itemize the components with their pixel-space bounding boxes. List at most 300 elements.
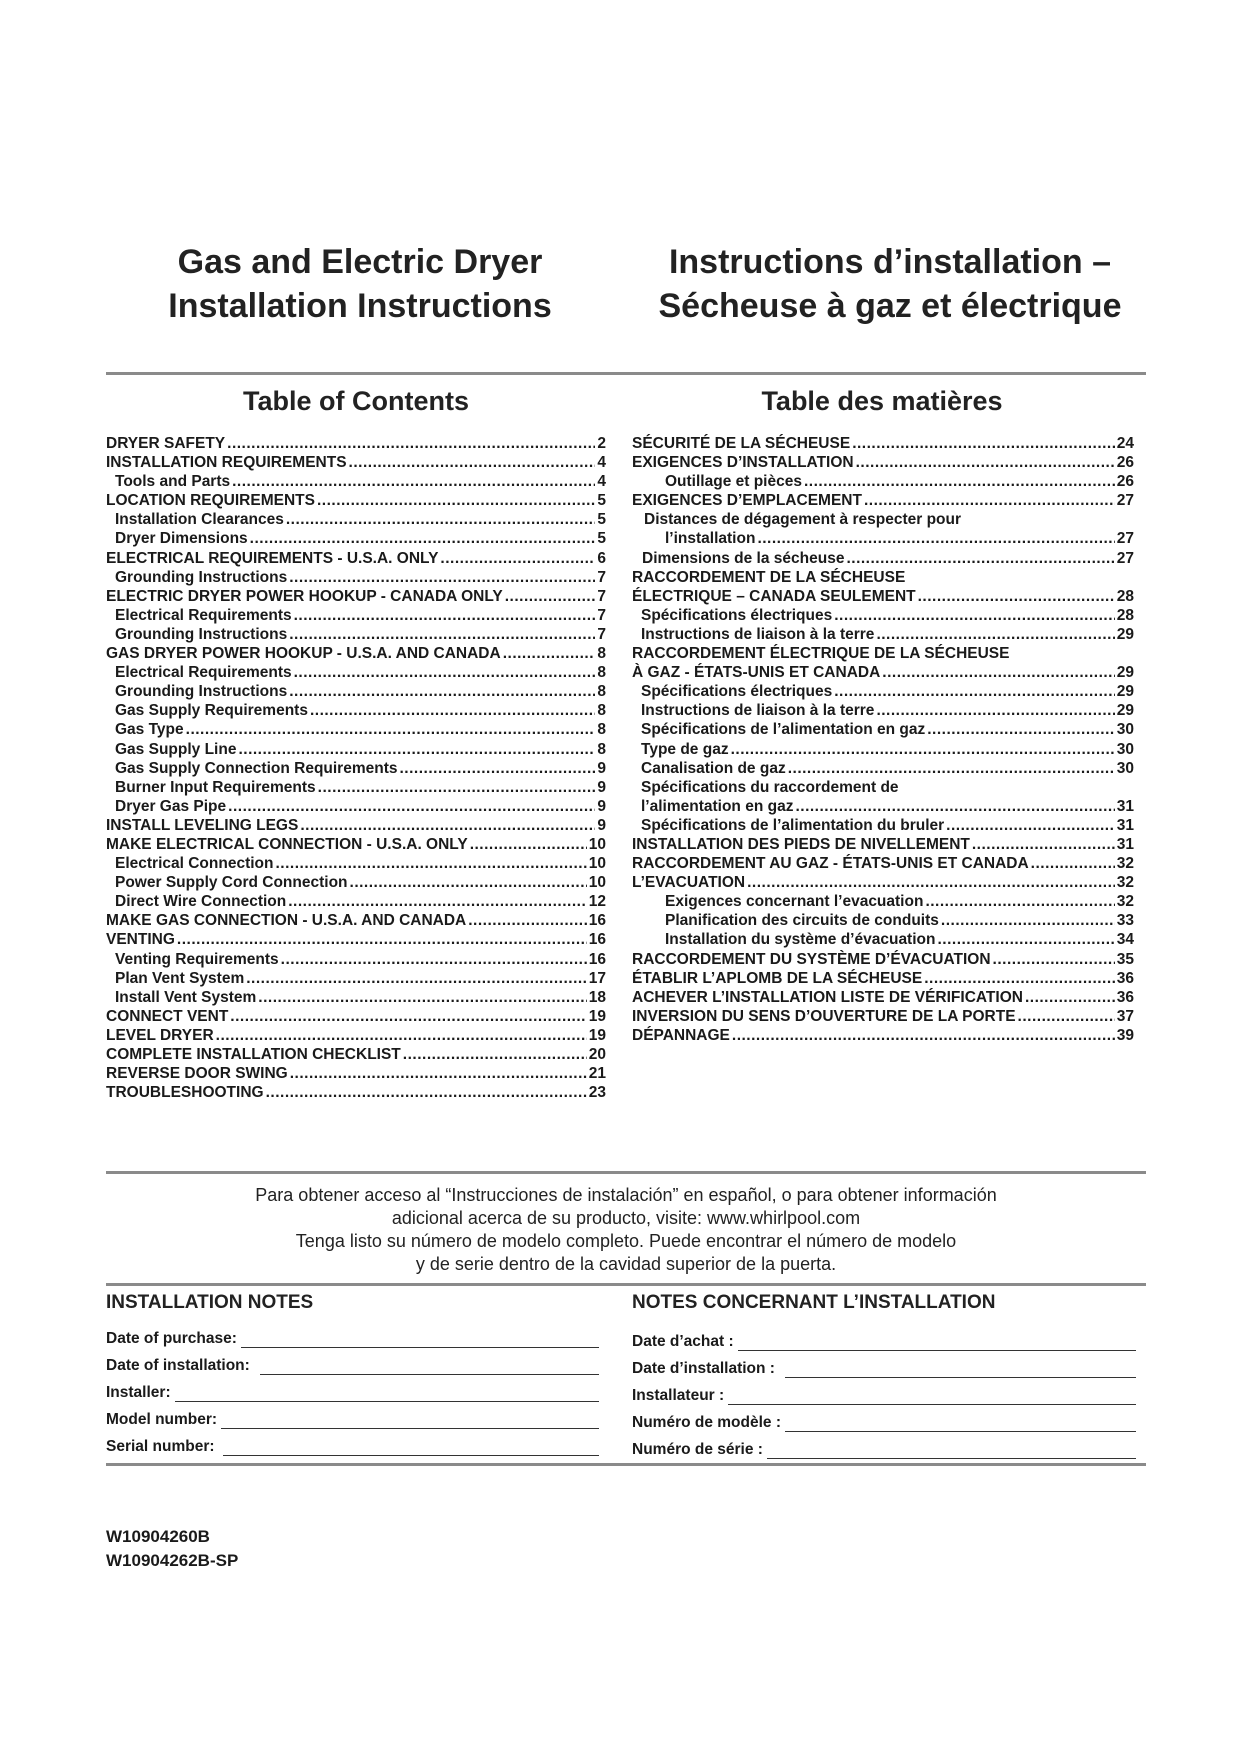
toc-entry[interactable] [632, 950, 1134, 969]
notes-heading-fr: NOTES CONCERNANT L’INSTALLATION [632, 1292, 996, 1313]
dot-leader [317, 491, 595, 510]
dot-leader [349, 453, 596, 472]
toc-entry-title: Gas Supply Line [115, 740, 237, 758]
toc-entry-title: MAKE ELECTRICAL CONNECTION - U.S.A. ONLY [106, 835, 468, 853]
toc-list-fr [632, 434, 1134, 1045]
toc-entry-title: ACHEVER L’INSTALLATION LISTE DE VÉRIFICATION [632, 988, 1023, 1006]
toc-entry-title: Installation du système d’évacuation [665, 931, 936, 949]
toc-entry[interactable] [632, 778, 1134, 797]
spanish-note-line: Para obtener acceso al “Instrucciones de instalación” en español, o para obtener información [255, 1185, 997, 1205]
field-label: Model number: [106, 1411, 218, 1428]
dot-leader [227, 434, 595, 453]
toc-entry-title: Venting Requirements [115, 950, 279, 968]
fill-line[interactable] [738, 1334, 1136, 1351]
toc-entry-page: 29 [1116, 702, 1134, 720]
toc-entry-title: Spécifications électriques [641, 683, 833, 701]
toc-entry-page: 9 [597, 797, 606, 815]
toc-entry-page: 30 [1116, 740, 1134, 758]
toc-entry[interactable] [106, 587, 606, 606]
toc-entry-title: Grounding Instructions [115, 683, 288, 701]
spanish-note-line: adicional acerca de su producto, visite: www.whirlpool.com [391, 1208, 861, 1228]
toc-entry-title: l’alimentation en gaz [641, 797, 794, 815]
toc-entry[interactable] [106, 835, 606, 854]
toc-entry-title: À GAZ - ÉTATS-UNIS ET CANADA [632, 664, 881, 682]
dot-leader [230, 1007, 586, 1026]
toc-entry-title: ELECTRIC DRYER POWER HOOKUP - CANADA ONLY [106, 587, 503, 605]
toc-entry-title: INSTALLATION REQUIREMENTS [106, 454, 347, 472]
toc-entry-page: 27 [1116, 549, 1134, 567]
toc-heading-en: Table of Contents [243, 386, 469, 416]
toc-entry-page: 5 [597, 511, 606, 529]
toc-entry-page: 20 [588, 1046, 606, 1063]
dot-leader [468, 911, 587, 930]
date-of-purchase-field[interactable] [106, 1326, 599, 1348]
dot-leader [941, 911, 1115, 930]
field-label: Numéro de série : [632, 1441, 763, 1458]
toc-entry-title: ÉLECTRIQUE – CANADA SEULEMENT [632, 587, 916, 605]
dot-leader [937, 930, 1114, 949]
toc-entry-page: 8 [597, 683, 606, 701]
divider [106, 1463, 1146, 1466]
toc-entry[interactable] [106, 1064, 606, 1083]
toc-entry-title: INSTALLATION DES PIEDS DE NIVELLEMENT [632, 835, 970, 853]
dot-leader [281, 950, 587, 969]
fill-line[interactable] [241, 1331, 599, 1348]
toc-entry-page: 32 [1116, 855, 1134, 873]
toc-entry[interactable] [106, 606, 606, 625]
toc-entry[interactable] [632, 682, 1134, 701]
field-label: Date d’achat : [632, 1333, 734, 1350]
toc-entry-page: 8 [597, 721, 606, 739]
dot-leader [925, 892, 1114, 911]
field-label: Serial number: [106, 1438, 215, 1455]
toc-entry[interactable] [106, 759, 606, 778]
dot-leader [876, 701, 1114, 720]
toc-entry-title: Gas Type [115, 721, 184, 739]
divider [106, 1283, 1146, 1286]
fill-line[interactable] [785, 1415, 1136, 1432]
dot-leader [1025, 988, 1115, 1007]
toc-entry[interactable] [106, 472, 606, 491]
toc-entry[interactable] [106, 453, 606, 472]
toc-entry[interactable] [106, 740, 606, 759]
toc-entry[interactable] [632, 472, 1134, 491]
field-label: Date of purchase: [106, 1330, 237, 1347]
toc-entry-page: 16 [588, 931, 606, 949]
toc-entry-title: Electrical Requirements [115, 606, 292, 624]
field-label: Date d’installation : [632, 1360, 775, 1377]
toc-entry-title: Grounding Instructions [115, 568, 288, 586]
toc-entry-title: Spécifications de l’alimentation en gaz [641, 721, 926, 739]
toc-entry[interactable] [632, 969, 1134, 988]
part-number: W10904260B [106, 1527, 210, 1546]
dot-leader [238, 740, 595, 759]
toc-entry-page: 26 [1116, 473, 1134, 491]
fill-line[interactable] [767, 1442, 1136, 1459]
dot-leader [876, 625, 1114, 644]
toc-entry-title: Grounding Instructions [115, 625, 288, 643]
toc-entry-title: RACCORDEMENT DE LA SÉCHEUSE [632, 568, 906, 586]
toc-entry-title: Outillage et pièces [665, 473, 802, 491]
toc-entry[interactable] [106, 1026, 606, 1045]
toc-entry[interactable] [632, 892, 1134, 911]
dot-leader [834, 682, 1115, 701]
toc-entry[interactable] [632, 663, 1134, 682]
toc-entry[interactable] [106, 510, 606, 529]
toc-entry[interactable] [106, 950, 606, 969]
divider [106, 372, 1146, 375]
dot-leader [266, 1083, 587, 1102]
toc-entry-page: 7 [597, 568, 606, 586]
toc-entry[interactable] [632, 549, 1134, 568]
dot-leader [852, 434, 1115, 453]
toc-entry-page: 7 [597, 625, 606, 643]
toc-entry-page: 8 [597, 645, 606, 663]
toc-entry[interactable] [106, 701, 606, 720]
date-of-installation-field[interactable] [106, 1353, 599, 1375]
toc-entry-page: 39 [1116, 1026, 1134, 1044]
dot-leader [294, 606, 596, 625]
toc-entry[interactable] [106, 682, 606, 701]
toc-entry[interactable] [106, 892, 606, 911]
toc-entry[interactable] [632, 816, 1134, 835]
toc-entry-page: 9 [597, 778, 606, 796]
toc-entry[interactable] [106, 988, 606, 1007]
dot-leader [250, 529, 596, 548]
toc-entry-title: Spécifications du raccordement de [641, 778, 899, 796]
spanish-note-line: Tenga listo su número de modelo completo. Puede encontrar el número de modelo [295, 1231, 957, 1251]
title-en-line-1: Gas and Electric Dryer [177, 243, 543, 281]
divider [106, 1171, 1146, 1174]
toc-entry-title: RACCORDEMENT DU SYSTÈME D’ÉVACUATION [632, 950, 991, 968]
dot-leader [177, 930, 587, 949]
toc-entry-page: 4 [597, 454, 606, 472]
toc-entry-page: 32 [1116, 874, 1134, 892]
toc-entry-page: 5 [597, 530, 606, 548]
toc-entry-title: Gas Supply Connection Requirements [115, 759, 398, 777]
numero-serie-field[interactable] [632, 1437, 1136, 1459]
toc-entry[interactable] [632, 510, 1134, 529]
dot-leader [288, 892, 587, 911]
toc-entry[interactable] [106, 720, 606, 739]
field-label: Numéro de modèle : [632, 1414, 781, 1431]
toc-entry-title: Installation Clearances [115, 511, 284, 529]
toc-entry[interactable] [106, 1007, 606, 1026]
toc-entry-page: 18 [588, 988, 606, 1006]
toc-entry[interactable] [632, 434, 1134, 453]
toc-entry-title: INSTALL LEVELING LEGS [106, 816, 299, 834]
dot-leader [856, 453, 1115, 472]
toc-entry-page: 37 [1116, 1007, 1134, 1025]
dot-leader [290, 1064, 587, 1083]
toc-entry-title: Distances de dégagement à respecter pour [644, 511, 962, 529]
fill-line[interactable] [728, 1388, 1136, 1405]
toc-entry[interactable] [106, 1045, 606, 1064]
toc-entry-title: Gas Supply Requirements [115, 702, 308, 720]
toc-entry-title: Instructions de liaison à la terre [641, 625, 875, 643]
dot-leader [927, 720, 1115, 739]
toc-entry-page: 29 [1116, 625, 1134, 643]
toc-entry-title: l’installation [665, 530, 756, 548]
toc-entry-page: 2 [597, 435, 606, 452]
toc-entry-title: EXIGENCES D’EMPLACEMENT [632, 492, 862, 510]
toc-entry-title: MAKE GAS CONNECTION - U.S.A. AND CANADA [106, 912, 467, 930]
toc-entry-title: DÉPANNAGE [632, 1026, 730, 1044]
toc-entry-page: 8 [597, 664, 606, 682]
field-label: Installer: [106, 1384, 171, 1401]
toc-entry[interactable] [106, 549, 606, 568]
toc-entry-title: Power Supply Cord Connection [115, 874, 348, 892]
toc-heading-fr: Table des matières [761, 386, 1003, 416]
toc-entry-title: Type de gaz [641, 740, 729, 758]
toc-entry-page: 27 [1116, 492, 1134, 510]
toc-entry[interactable] [106, 1083, 606, 1102]
toc-entry-page: 10 [588, 874, 606, 892]
toc-entry-title: CONNECT VENT [106, 1007, 229, 1025]
toc-entry-page: 19 [588, 1007, 606, 1025]
dot-leader [289, 568, 595, 587]
toc-entry[interactable] [632, 930, 1134, 949]
dot-leader [924, 969, 1115, 988]
toc-entry[interactable] [632, 835, 1134, 854]
toc-entry-title: RACCORDEMENT AU GAZ - ÉTATS-UNIS ET CANADA [632, 855, 1029, 873]
dot-leader [834, 606, 1115, 625]
toc-entry-page: 12 [588, 893, 606, 911]
toc-entry-page: 29 [1116, 664, 1134, 682]
toc-entry-title: REVERSE DOOR SWING [106, 1065, 288, 1083]
toc-entry-title: Electrical Requirements [115, 664, 292, 682]
toc-entry[interactable] [106, 930, 606, 949]
toc-entry-page: 10 [588, 835, 606, 853]
toc-entry[interactable] [632, 740, 1134, 759]
toc-entry-page: 31 [1116, 835, 1134, 853]
dot-leader [258, 988, 586, 1007]
installateur-field[interactable] [632, 1383, 1136, 1405]
toc-entry[interactable] [106, 568, 606, 587]
field-label: Date of installation: [106, 1357, 250, 1374]
toc-entry-page: 7 [597, 606, 606, 624]
title-fr [610, 240, 1170, 328]
dot-leader [470, 835, 587, 854]
dot-leader [1018, 1007, 1115, 1026]
dot-leader [757, 529, 1114, 548]
toc-entry-title: Spécifications électriques [641, 606, 833, 624]
dot-leader [228, 797, 595, 816]
dot-leader [289, 625, 595, 644]
dot-leader [310, 701, 595, 720]
title-en [80, 240, 640, 328]
fill-line[interactable] [260, 1358, 599, 1375]
dot-leader [294, 663, 596, 682]
toc-entry-page: 6 [597, 549, 606, 567]
toc-entry[interactable] [632, 1007, 1134, 1026]
dot-leader [318, 778, 596, 797]
toc-entry-page: 9 [597, 816, 606, 834]
dot-leader [286, 510, 596, 529]
dot-leader [403, 1045, 587, 1064]
toc-entry-page: 36 [1116, 988, 1134, 1006]
toc-entry[interactable] [106, 911, 606, 930]
title-en-line-2: Installation Instructions [168, 287, 552, 325]
toc-entry-page: 26 [1116, 454, 1134, 472]
toc-entry-page: 36 [1116, 969, 1134, 987]
dot-leader [747, 873, 1115, 892]
toc-entry-page: 24 [1116, 435, 1134, 452]
installer-field[interactable] [106, 1380, 599, 1402]
toc-entry-title: Exigences concernant l’evacuation [665, 893, 924, 911]
toc-entry-page: 31 [1116, 797, 1134, 815]
dot-leader [246, 969, 587, 988]
numero-modele-field[interactable] [632, 1410, 1136, 1432]
dot-leader [300, 816, 595, 835]
toc-entry[interactable] [106, 491, 606, 510]
dot-leader [216, 1026, 587, 1045]
toc-entry-title: Dryer Dimensions [115, 530, 248, 548]
toc-entry-title: Planification des circuits de conduits [665, 912, 939, 930]
toc-entry-title: Direct Wire Connection [115, 893, 287, 911]
toc-entry[interactable] [632, 568, 1134, 587]
toc-entry-title: Dryer Gas Pipe [115, 797, 227, 815]
toc-entry[interactable] [632, 797, 1134, 816]
toc-entry-title: Instructions de liaison à la terre [641, 702, 875, 720]
toc-entry-page: 32 [1116, 893, 1134, 911]
toc-entry[interactable] [106, 969, 606, 988]
dot-leader [972, 835, 1115, 854]
toc-entry-page: 34 [1116, 931, 1134, 949]
toc-entry-page: 29 [1116, 683, 1134, 701]
toc-entry-title: Tools and Parts [115, 473, 231, 491]
toc-entry[interactable] [632, 453, 1134, 472]
toc-entry-page: 9 [597, 759, 606, 777]
model-number-field[interactable] [106, 1407, 599, 1429]
dot-leader [232, 472, 595, 491]
toc-entry[interactable] [106, 434, 606, 453]
toc-entry[interactable] [632, 587, 1134, 606]
toc-entry[interactable] [632, 1026, 1134, 1045]
toc-entry-page: 33 [1116, 912, 1134, 930]
dot-leader [864, 491, 1115, 510]
toc-entry-title: ÉTABLIR L’APLOMB DE LA SÉCHEUSE [632, 969, 923, 987]
spanish-note [106, 1184, 1146, 1276]
toc-entry[interactable] [106, 816, 606, 835]
toc-entry-page: 8 [597, 702, 606, 720]
toc-entry[interactable] [106, 873, 606, 892]
toc-entry[interactable] [632, 873, 1134, 892]
toc-entry-title: Electrical Connection [115, 855, 274, 873]
dot-leader [795, 797, 1114, 816]
serial-number-field[interactable] [106, 1434, 599, 1456]
date-installation-fr-field[interactable] [632, 1356, 1136, 1378]
fill-line[interactable] [223, 1439, 599, 1456]
toc-entry[interactable] [632, 854, 1134, 873]
dot-leader [505, 587, 596, 606]
toc-entry-title: COMPLETE INSTALLATION CHECKLIST [106, 1046, 401, 1063]
toc-entry-page: 30 [1116, 721, 1134, 739]
toc-entry-title: VENTING [106, 931, 175, 949]
dot-leader [503, 644, 596, 663]
toc-entry-title: EXIGENCES D’INSTALLATION [632, 454, 854, 472]
toc-entry-title: TROUBLESHOOTING [106, 1084, 264, 1102]
dot-leader [350, 873, 587, 892]
toc-entry-page: 28 [1116, 587, 1134, 605]
toc-entry-title: Install Vent System [115, 988, 257, 1006]
toc-entry-page: 23 [588, 1084, 606, 1102]
dot-leader [804, 472, 1115, 491]
part-number: W10904262B-SP [106, 1551, 239, 1570]
toc-entry-title: Plan Vent System [115, 969, 245, 987]
toc-entry-title: Burner Input Requirements [115, 778, 316, 796]
toc-entry-title: DRYER SAFETY [106, 435, 226, 452]
dot-leader [788, 759, 1115, 778]
date-achat-field[interactable] [632, 1329, 1136, 1351]
toc-entry[interactable] [106, 644, 606, 663]
toc-entry-title: L’EVACUATION [632, 874, 746, 892]
toc-entry-title: SÉCURITÉ DE LA SÉCHEUSE [632, 435, 851, 452]
fill-line[interactable] [221, 1412, 599, 1429]
toc-entry-page: 8 [597, 740, 606, 758]
toc-entry[interactable] [632, 911, 1134, 930]
toc-entry-page: 16 [588, 912, 606, 930]
toc-entry-page: 10 [588, 855, 606, 873]
toc-entry-page: 5 [597, 492, 606, 510]
toc-entry-page: 4 [597, 473, 606, 491]
title-fr-line-2: Sécheuse à gaz et électrique [658, 287, 1122, 325]
title-fr-line-1: Instructions d’installation – [668, 243, 1112, 281]
toc-entry[interactable] [106, 625, 606, 644]
part-numbers [106, 1525, 238, 1573]
toc-entry-page: 16 [588, 950, 606, 968]
dot-leader [882, 663, 1114, 682]
fill-line[interactable] [175, 1385, 599, 1402]
toc-entry[interactable] [106, 663, 606, 682]
dot-leader [400, 759, 596, 778]
toc-entry[interactable] [632, 491, 1134, 510]
toc-entry-title: Spécifications de l’alimentation du bruler [641, 816, 945, 834]
toc-entry[interactable] [632, 720, 1134, 739]
dot-leader [946, 816, 1115, 835]
toc-entry[interactable] [632, 529, 1134, 548]
dot-leader [846, 549, 1114, 568]
dot-leader [993, 950, 1115, 969]
toc-entry[interactable] [106, 797, 606, 816]
toc-entry-title: Canalisation de gaz [641, 759, 786, 777]
toc-entry-page: 28 [1116, 606, 1134, 624]
toc-entry[interactable] [106, 529, 606, 548]
toc-entry[interactable] [632, 625, 1134, 644]
toc-entry[interactable] [632, 988, 1134, 1007]
toc-entry-page: 7 [597, 587, 606, 605]
toc-entry-page: 30 [1116, 759, 1134, 777]
fill-line[interactable] [785, 1361, 1136, 1378]
dot-leader [186, 720, 596, 739]
notes-heading-en: INSTALLATION NOTES [106, 1292, 314, 1313]
toc-entry[interactable] [632, 759, 1134, 778]
toc-entry[interactable] [632, 644, 1134, 663]
dot-leader [731, 740, 1115, 759]
toc-entry-page: 35 [1116, 950, 1134, 968]
dot-leader [440, 549, 595, 568]
toc-entry-title: ELECTRICAL REQUIREMENTS - U.S.A. ONLY [106, 549, 439, 567]
toc-entry-title: RACCORDEMENT ÉLECTRIQUE DE LA SÉCHEUSE [632, 645, 1010, 663]
toc-entry[interactable] [106, 854, 606, 873]
spanish-note-line: y de serie dentro de la cavidad superior de la puerta. [415, 1254, 837, 1274]
dot-leader [732, 1026, 1115, 1045]
toc-entry-title: LEVEL DRYER [106, 1026, 214, 1044]
toc-entry[interactable] [632, 701, 1134, 720]
field-label: Installateur : [632, 1387, 725, 1404]
toc-entry[interactable] [632, 606, 1134, 625]
toc-entry[interactable] [106, 778, 606, 797]
